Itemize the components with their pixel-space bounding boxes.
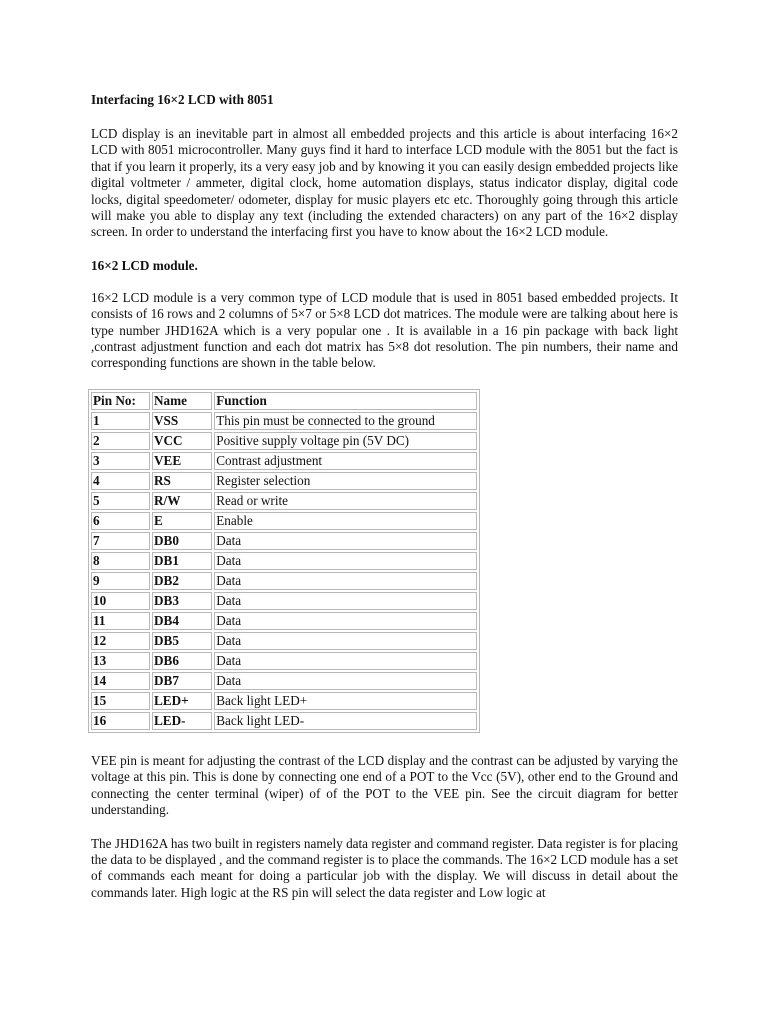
module-paragraph: 16×2 LCD module is a very common type of LCD module that is used in 8051 based embedded projects. It consists of 16 rows and 2 columns of 5×7 or 5×8 LCD dot matrices. The module were are talking about here is type number JHD162A which is a very popular one . It is available in a 16 pin package with back light ,contrast adjustment function and each dot matrix has 5×8 dot resolution. The pin numbers, their name and corresponding functions are shown in the table below. (91, 289, 678, 371)
pin-function-cell: Positive supply voltage pin (5V DC) (214, 432, 477, 450)
pin-name-cell: DB4 (152, 612, 212, 630)
table-row (91, 572, 477, 590)
table-row (91, 492, 477, 510)
pin-name-cell: DB3 (152, 592, 212, 610)
pin-function-cell: Back light LED+ (214, 692, 477, 710)
header-pin-no: Pin No: (91, 392, 150, 410)
pin-function-cell: Enable (214, 512, 477, 530)
pin-number-cell: 8 (91, 552, 150, 570)
pin-number-cell: 5 (91, 492, 150, 510)
pin-name-cell: LED+ (152, 692, 212, 710)
pin-name-cell: DB7 (152, 672, 212, 690)
pin-number-cell: 16 (91, 712, 150, 730)
document-title: Interfacing 16×2 LCD with 8051 (91, 92, 274, 107)
pin-name-cell: E (152, 512, 212, 530)
pin-number-cell: 7 (91, 532, 150, 550)
pin-number-cell: 2 (91, 432, 150, 450)
pin-function-cell: This pin must be connected to the ground (214, 412, 477, 430)
pin-function-cell: Data (214, 652, 477, 670)
pin-function-cell: Read or write (214, 492, 477, 510)
pin-number-cell: 9 (91, 572, 150, 590)
pin-table-body (91, 392, 477, 730)
pin-name-cell: RS (152, 472, 212, 490)
pin-name-cell: DB1 (152, 552, 212, 570)
vee-paragraph: VEE pin is meant for adjusting the contrast of the LCD display and the contrast can be adjusted by varying the voltage at this pin. This is done by connecting one end of a POT to the Vcc (5V), other end to the Ground and connecting the center terminal (wiper) of of the POT to the VEE pin. See the circuit diagram for better understanding. (91, 752, 678, 818)
pin-name-cell: DB0 (152, 532, 212, 550)
pin-number-cell: 11 (91, 612, 150, 630)
pin-name-cell: VEE (152, 452, 212, 470)
pin-number-cell: 12 (91, 632, 150, 650)
pin-name-cell: LED- (152, 712, 212, 730)
pin-number-cell: 3 (91, 452, 150, 470)
registers-paragraph: The JHD162A has two built in registers namely data register and command register. Data register is for placing the data to be displayed , and the command register is to place the commands. The 16×2 LCD module has a set of commands each meant for doing a particular job with the display. We will discuss in detail about the commands later. High logic at the RS pin will select the data register and Low logic at (91, 835, 678, 900)
table-row (91, 472, 477, 490)
pin-function-cell: Contrast adjustment (214, 452, 477, 470)
table-row (91, 432, 477, 450)
pin-number-cell: 4 (91, 472, 150, 490)
table-row (91, 692, 477, 710)
pin-name-cell: DB2 (152, 572, 212, 590)
section-heading: 16×2 LCD module. (91, 257, 198, 273)
header-function: Function (214, 392, 477, 410)
table-row (91, 532, 477, 550)
pin-number-cell: 15 (91, 692, 150, 710)
pin-number-cell: 6 (91, 512, 150, 530)
table-row (91, 612, 477, 630)
pin-function-cell: Data (214, 552, 477, 570)
pin-name-cell: DB6 (152, 652, 212, 670)
pin-number-cell: 10 (91, 592, 150, 610)
pin-function-cell: Register selection (214, 472, 477, 490)
pin-table-header-row (91, 392, 477, 410)
intro-paragraph: LCD display is an inevitable part in almost all embedded projects and this article is about interfacing 16×2 LCD with 8051 microcontroller. Many guys find it hard to interface LCD module with the 8051 but the fact is that if you learn it properly, its a very easy job and by knowing it you can easily design embedded projects like digital voltmeter / ammeter, digital clock, home automation displays, status indicator display, digital code locks, digital speedometer/ odometer, display for music players etc etc. Thoroughly going through this article will make you able to display any text (including the extended characters) on any part of the 16×2 display screen. In order to understand the interfacing first you have to know about the 16×2 LCD module. (91, 126, 678, 240)
pin-function-cell: Back light LED- (214, 712, 477, 730)
pin-table (88, 389, 480, 733)
table-row (91, 452, 477, 470)
table-row (91, 552, 477, 570)
table-row (91, 712, 477, 730)
document-page (91, 92, 678, 918)
pin-name-cell: VSS (152, 412, 212, 430)
pin-number-cell: 14 (91, 672, 150, 690)
pin-function-cell: Data (214, 672, 477, 690)
pin-function-cell: Data (214, 532, 477, 550)
pin-function-cell: Data (214, 632, 477, 650)
table-row (91, 652, 477, 670)
pin-name-cell: VCC (152, 432, 212, 450)
pin-function-cell: Data (214, 592, 477, 610)
pin-name-cell: DB5 (152, 632, 212, 650)
pin-number-cell: 13 (91, 652, 150, 670)
pin-number-cell: 1 (91, 412, 150, 430)
pin-name-cell: R/W (152, 492, 212, 510)
table-row (91, 672, 477, 690)
table-row (91, 592, 477, 610)
table-row (91, 512, 477, 530)
table-row (91, 632, 477, 650)
header-name: Name (152, 392, 212, 410)
pin-function-cell: Data (214, 612, 477, 630)
table-row (91, 412, 477, 430)
pin-function-cell: Data (214, 572, 477, 590)
